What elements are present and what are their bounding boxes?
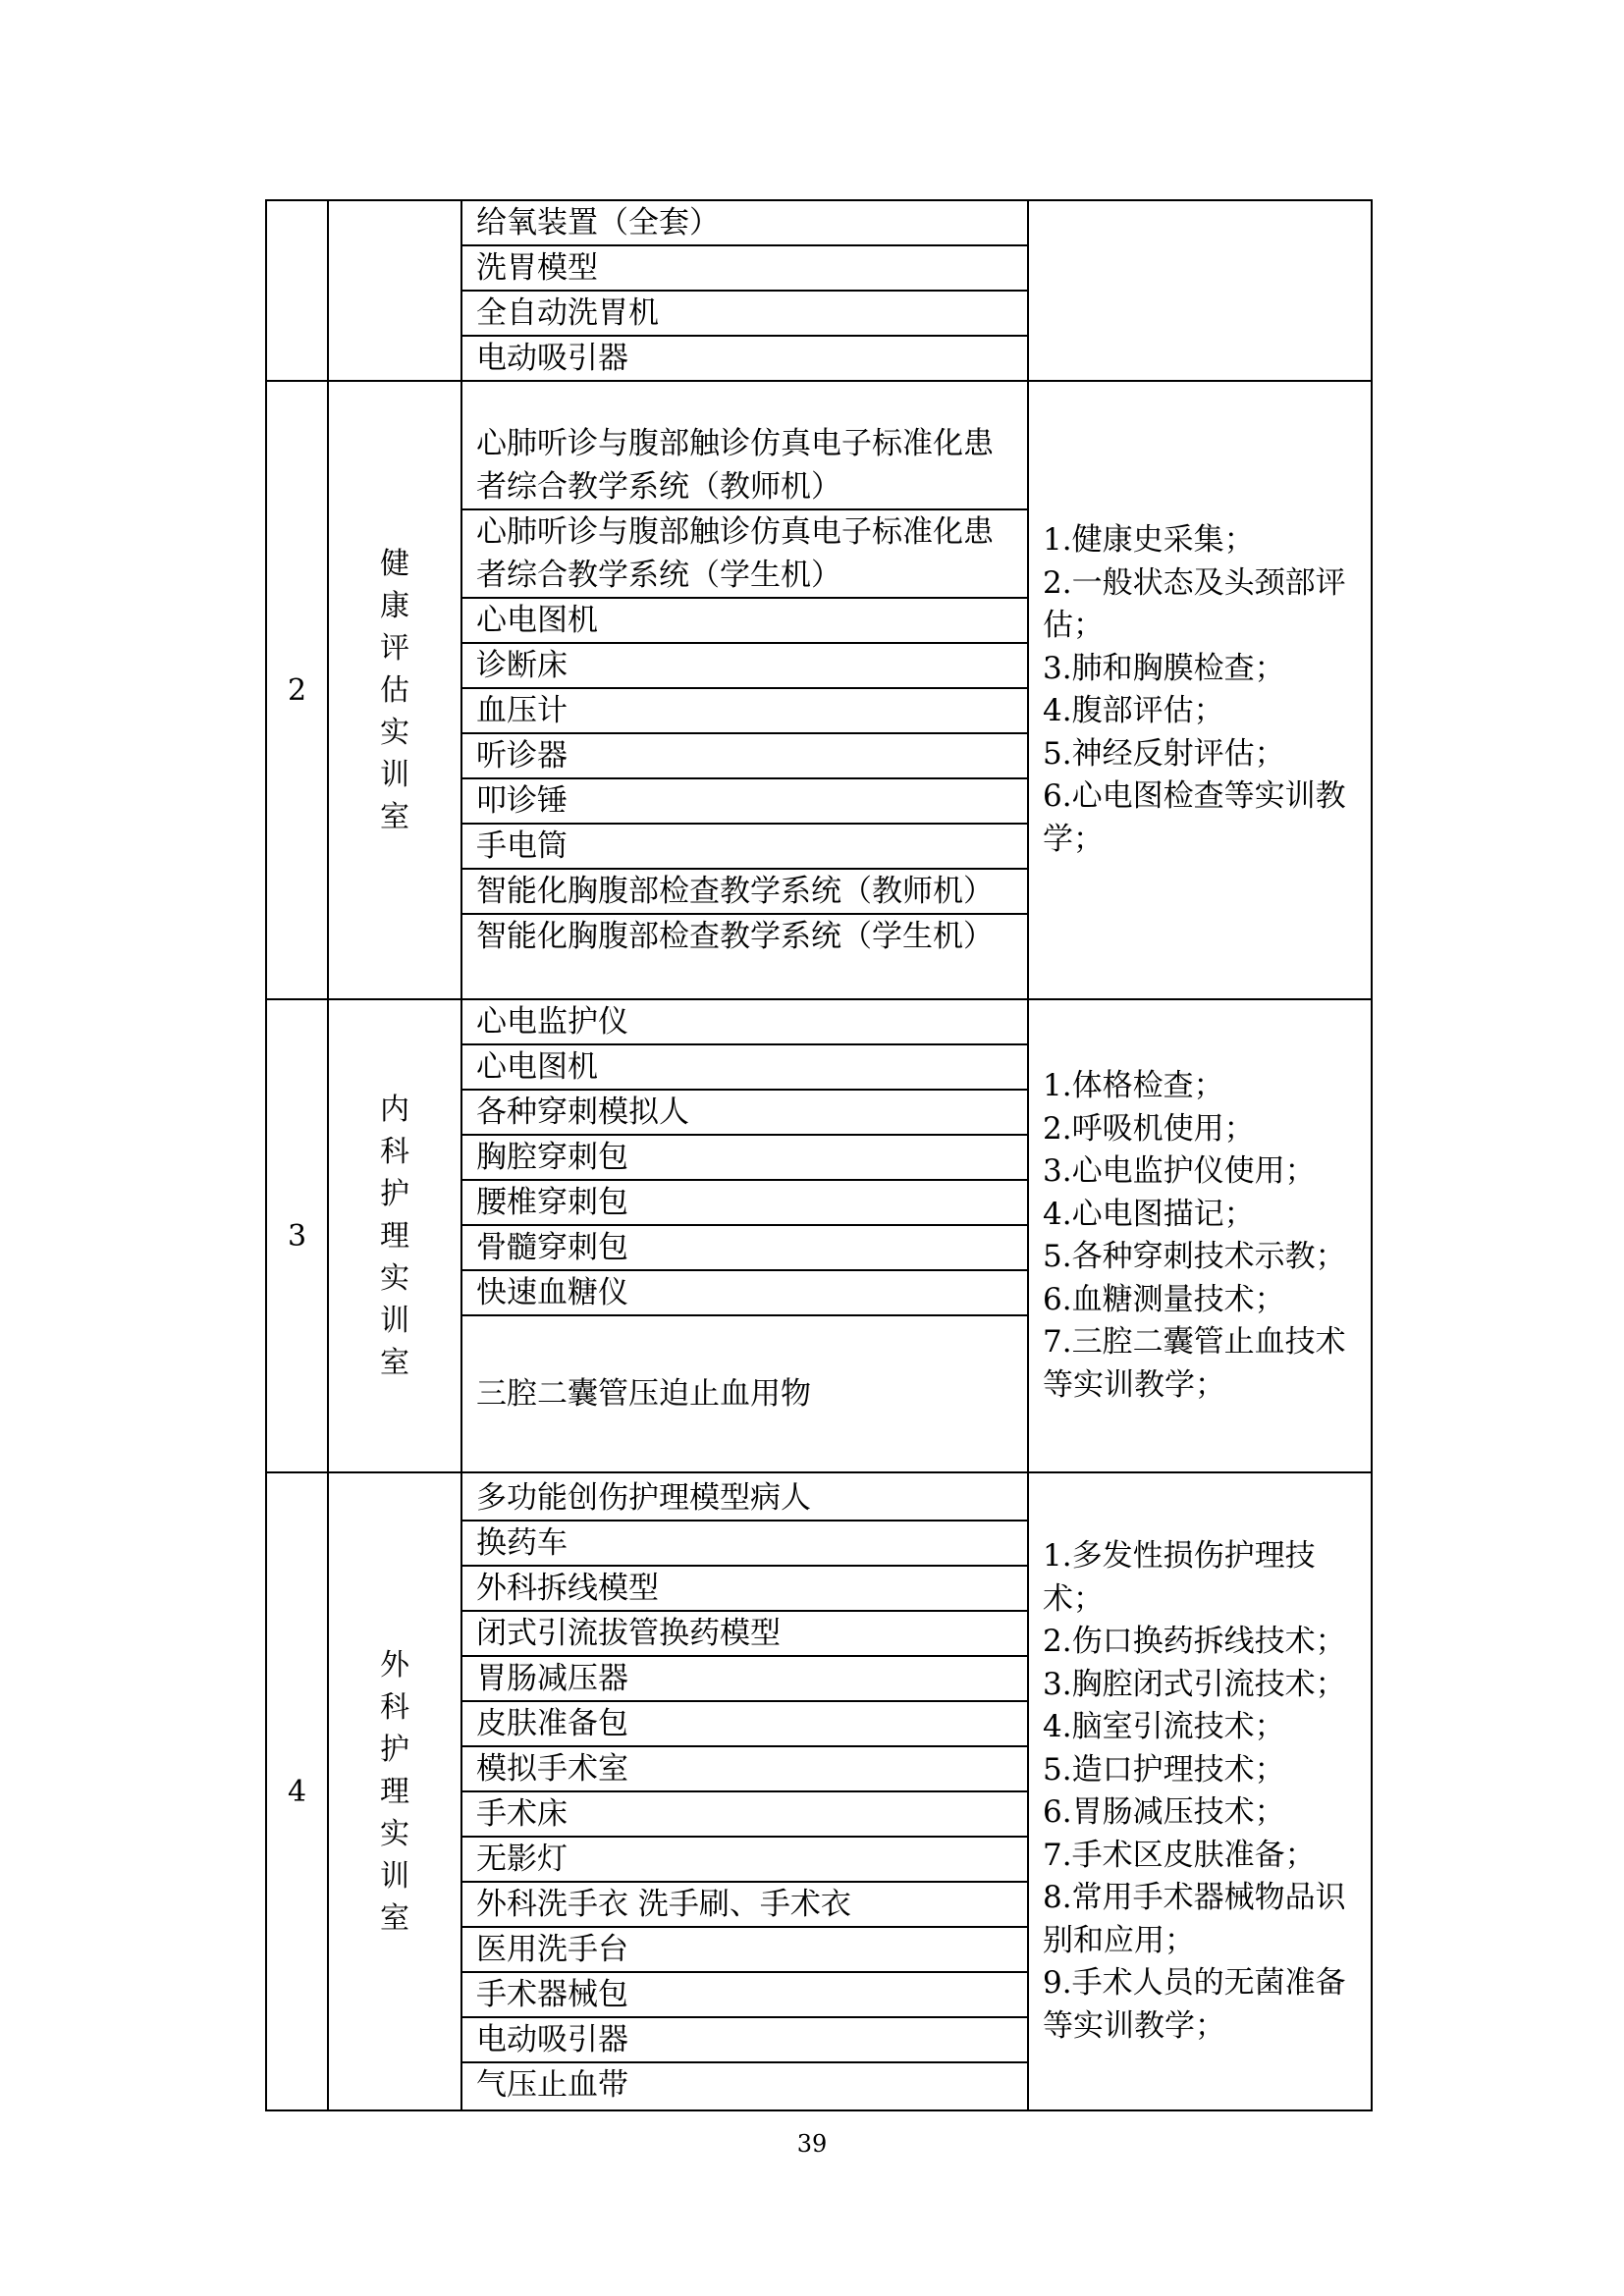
equipment-item: 胸腔穿刺包 xyxy=(462,1136,1027,1181)
row-number: 4 xyxy=(266,1472,328,2110)
content-item: 6.血糖测量技术； xyxy=(1043,1281,1285,1317)
equipment-cell xyxy=(461,1472,1028,2110)
equipment-item: 手电筒 xyxy=(462,825,1027,870)
content-item: 7.三腔二囊管止血技术等实训教学； xyxy=(1043,1324,1346,1403)
equipment-cell xyxy=(461,200,1028,381)
table-row xyxy=(266,1472,1372,2110)
content-item: 6.心电图检查等实训教学； xyxy=(1043,778,1346,857)
equipment-item: 骨髓穿刺包 xyxy=(462,1226,1027,1271)
content-item: 1.体格检查； xyxy=(1043,1068,1224,1103)
equipment-item: 手术器械包 xyxy=(462,1973,1027,2018)
content-item: 3.胸腔闭式引流技术； xyxy=(1043,1666,1346,1702)
room-name: 外科护理实训室 xyxy=(328,1472,461,2110)
content-item: 7.手术区皮肤准备； xyxy=(1043,1837,1316,1873)
room-name: 健康评估实训室 xyxy=(328,381,461,999)
equipment-item: 外科拆线模型 xyxy=(462,1567,1027,1612)
equipment-item: 血压计 xyxy=(462,689,1027,734)
equipment-item: 叩诊锤 xyxy=(462,779,1027,825)
equipment-item: 诊断床 xyxy=(462,644,1027,689)
equipment-cell xyxy=(461,381,1028,999)
row-number: 2 xyxy=(266,381,328,999)
content-cell xyxy=(1028,1472,1372,2110)
equipment-item: 心电图机 xyxy=(462,1045,1027,1091)
equipment-item: 心肺听诊与腹部触诊仿真电子标准化患者综合教学系统（教师机） xyxy=(462,422,1027,510)
equipment-item: 心肺听诊与腹部触诊仿真电子标准化患者综合教学系统（学生机） xyxy=(462,510,1027,599)
equipment-item: 腰椎穿刺包 xyxy=(462,1181,1027,1226)
equipment-item: 胃肠减压器 xyxy=(462,1657,1027,1702)
room-name: 内科护理实训室 xyxy=(328,999,461,1472)
room-name xyxy=(328,200,461,381)
equipment-item: 洗胃模型 xyxy=(462,246,1027,292)
table-row xyxy=(266,999,1372,1472)
equipment-item: 智能化胸腹部检查教学系统（学生机） xyxy=(476,919,994,954)
content-item: 3.心电监护仪使用； xyxy=(1043,1153,1316,1189)
content-item: 4.心电图描记； xyxy=(1043,1196,1255,1232)
equipment-item: 全自动洗胃机 xyxy=(462,292,1027,337)
row-number: 3 xyxy=(266,999,328,1472)
content-item: 1.多发性损伤护理技术； xyxy=(1043,1538,1316,1617)
content-item: 2.呼吸机使用； xyxy=(1043,1110,1255,1147)
content-item: 1.健康史采集； xyxy=(1043,522,1255,558)
equipment-item: 三腔二囊管压迫止血用物 xyxy=(476,1376,811,1412)
equipment-item: 电动吸引器 xyxy=(476,341,628,376)
equipment-table xyxy=(265,199,1373,2111)
equipment-cell xyxy=(461,999,1028,1472)
content-item: 2.伤口换药拆线技术； xyxy=(1043,1624,1346,1659)
row-number xyxy=(266,200,328,381)
equipment-item: 心电监护仪 xyxy=(462,1000,1027,1045)
content-item: 3.肺和胸膜检查； xyxy=(1043,650,1285,686)
table-row xyxy=(266,381,1372,999)
equipment-item: 换药车 xyxy=(462,1522,1027,1567)
content-item: 6.胃肠减压技术； xyxy=(1043,1794,1285,1830)
content-cell xyxy=(1028,200,1372,381)
equipment-item: 外科洗手衣 洗手刷、手术衣 xyxy=(462,1883,1027,1928)
equipment-item: 各种穿刺模拟人 xyxy=(462,1091,1027,1136)
content-item: 4.脑室引流技术； xyxy=(1043,1709,1285,1744)
table-row xyxy=(266,200,1372,381)
equipment-item: 气压止血带 xyxy=(476,2067,628,2103)
content-cell xyxy=(1028,381,1372,999)
equipment-item: 快速血糖仪 xyxy=(462,1271,1027,1316)
equipment-item: 听诊器 xyxy=(462,734,1027,779)
equipment-item: 智能化胸腹部检查教学系统（教师机） xyxy=(462,870,1027,915)
equipment-item: 手术床 xyxy=(462,1792,1027,1838)
equipment-item: 心电图机 xyxy=(462,599,1027,644)
content-item: 5.造口护理技术； xyxy=(1043,1751,1285,1788)
content-item: 8.常用手术器械物品识别和应用； xyxy=(1043,1880,1346,1958)
equipment-item: 模拟手术室 xyxy=(462,1747,1027,1792)
equipment-item: 给氧装置（全套） xyxy=(462,201,1027,246)
content-cell xyxy=(1028,999,1372,1472)
equipment-item: 皮肤准备包 xyxy=(462,1702,1027,1747)
equipment-item: 医用洗手台 xyxy=(462,1928,1027,1973)
content-item: 5.各种穿刺技术示教； xyxy=(1043,1239,1346,1274)
equipment-item: 电动吸引器 xyxy=(462,2018,1027,2063)
equipment-item: 无影灯 xyxy=(462,1838,1027,1883)
page-number: 39 xyxy=(796,2130,828,2158)
content-item: 4.腹部评估； xyxy=(1043,693,1224,728)
equipment-item: 多功能创伤护理模型病人 xyxy=(462,1476,1027,1522)
content-item: 5.神经反射评估； xyxy=(1043,735,1285,772)
equipment-item: 闭式引流拔管换药模型 xyxy=(462,1612,1027,1657)
content-item: 9.手术人员的无菌准备等实训教学； xyxy=(1043,1965,1346,2044)
content-item: 2.一般状态及头颈部评估； xyxy=(1043,564,1346,643)
